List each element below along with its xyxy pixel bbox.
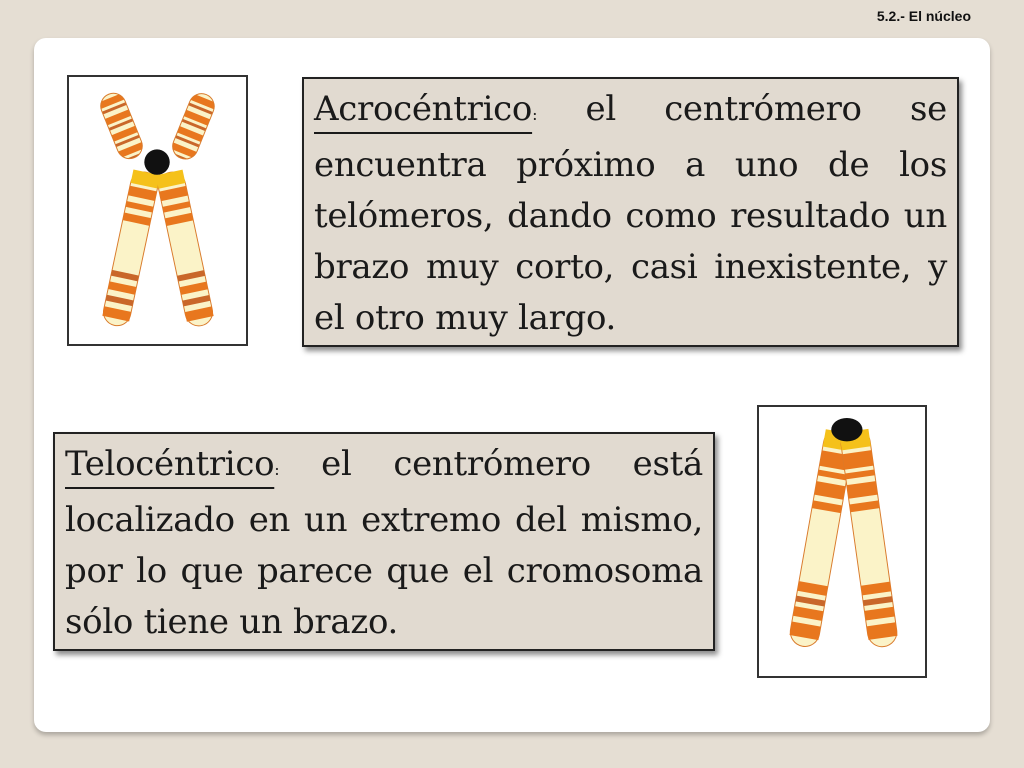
section-title: 5.2.- El núcleo [876, 8, 971, 24]
acrocentric-chromosome-icon [69, 77, 246, 344]
telocentric-text: el centrómero está localizado en un extremo del mismo, por lo que parece que el cromosoma sólo tiene un brazo. [65, 444, 703, 642]
acrocentric-separator: : [532, 105, 538, 124]
acrocentric-text: el centrómero se encuentra próximo a uno de los telómeros, dando como resultado un brazo muy corto, casi inexistente, y el otro muy largo. [314, 89, 947, 338]
telocentric-term: Telocéntrico [65, 444, 275, 484]
telocentric-chromosome-icon [759, 407, 925, 676]
telocentric-description [53, 432, 715, 651]
telocentric-separator: : [274, 460, 280, 479]
telocentric-chromosome-image [757, 405, 927, 678]
acrocentric-chromosome-image [67, 75, 248, 346]
acrocentric-term: Acrocéntrico [314, 89, 533, 129]
acrocentric-description [302, 77, 959, 347]
